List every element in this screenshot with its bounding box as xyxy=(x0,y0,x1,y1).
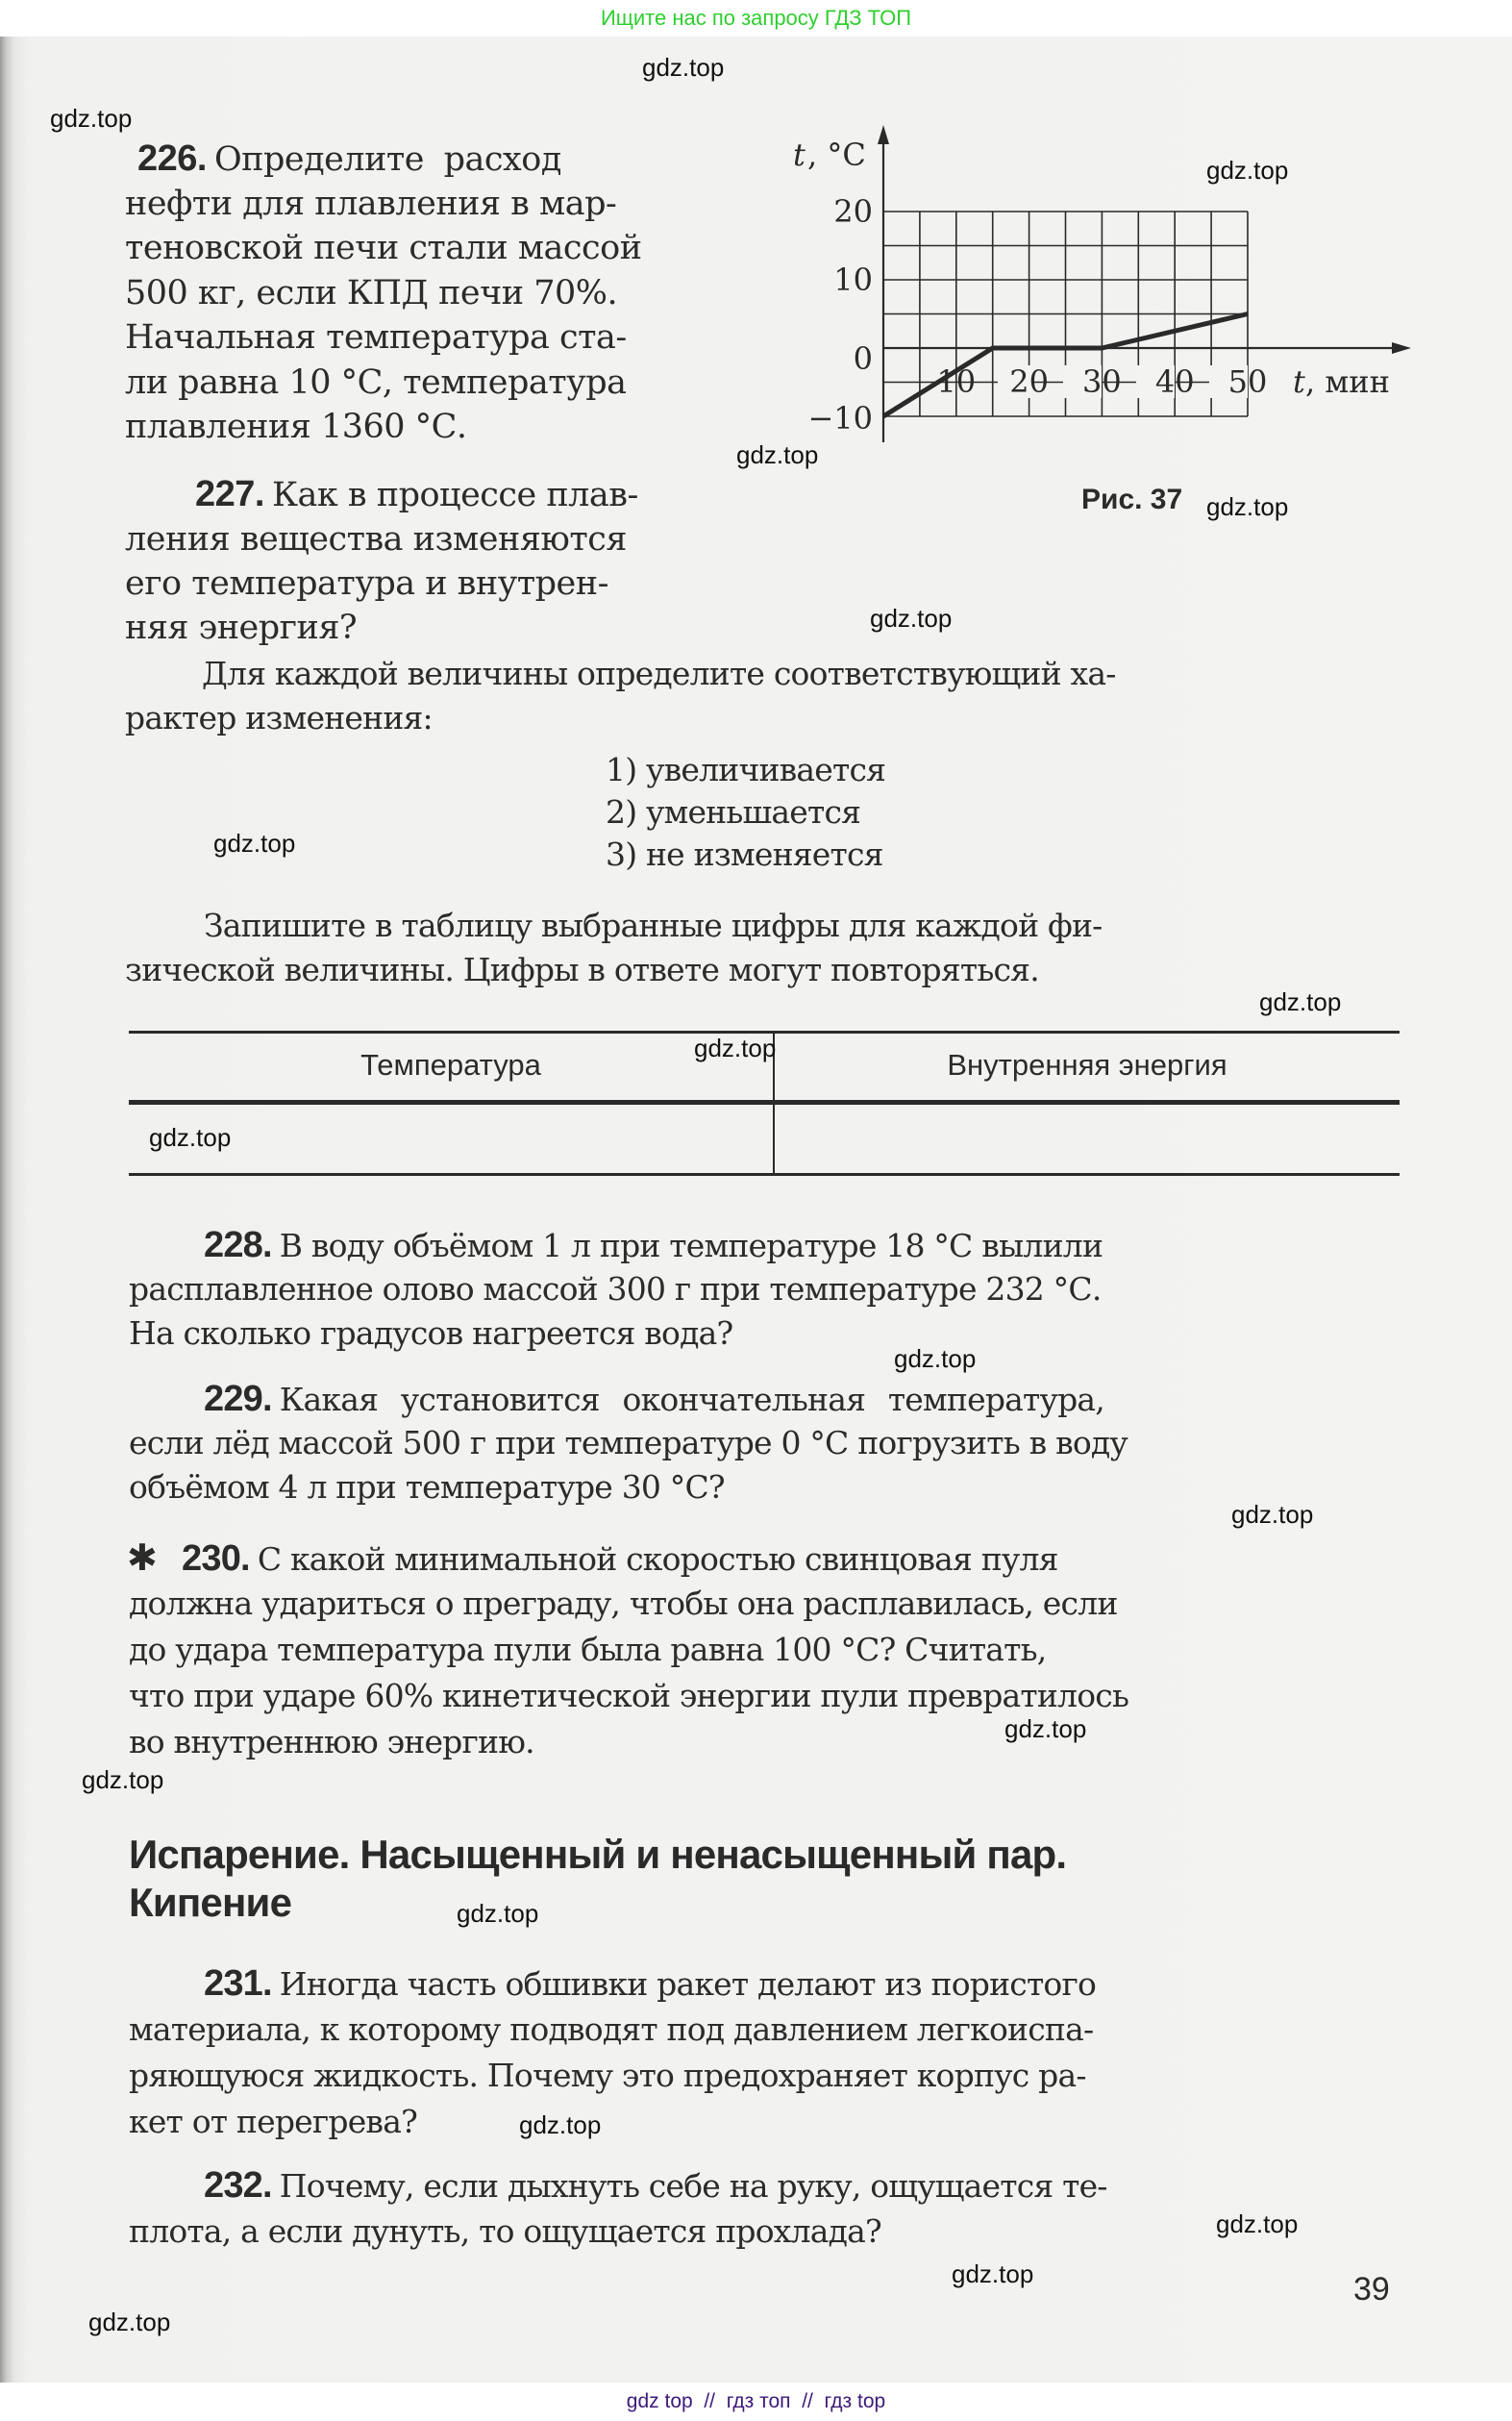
svg-text:10: 10 xyxy=(936,363,977,400)
problem-number: 228. xyxy=(204,1225,272,1265)
problem-number: 232. xyxy=(204,2165,272,2206)
svg-text:0: 0 xyxy=(853,340,873,377)
page-number: 39 xyxy=(1353,2271,1390,2308)
watermark: gdz.top xyxy=(1231,1500,1314,1529)
svg-text:t: t xyxy=(1293,363,1305,400)
watermark: gdz.top xyxy=(894,1344,977,1373)
top-banner: Ищите нас по запросу ГДЗ ТОП xyxy=(600,6,912,30)
option-1: 1) увеличивается xyxy=(606,751,886,788)
watermark: gdz.top xyxy=(50,104,133,133)
watermark: gdz.top xyxy=(1216,2209,1299,2238)
watermark: gdz.top xyxy=(870,604,953,633)
watermark: gdz.top xyxy=(457,1899,539,1928)
watermark: gdz.top xyxy=(1206,492,1289,521)
figure-37 xyxy=(788,125,1461,442)
watermark: gdz.top xyxy=(519,2110,602,2139)
watermark: gdz.top xyxy=(1206,156,1289,185)
watermark: gdz.top xyxy=(736,440,819,469)
difficulty-star-icon: ✱ xyxy=(127,1536,158,1579)
option-3: 3) не изменяется xyxy=(606,836,883,873)
watermark: gdz.top xyxy=(642,53,725,82)
table-header-rule xyxy=(129,1100,1400,1105)
table-header-internal-energy: Внутренняя энергия xyxy=(947,1048,1227,1082)
svg-text:, мин: , мин xyxy=(1305,363,1390,400)
option-2: 2) уменьшается xyxy=(606,793,861,831)
problem-number: 230. xyxy=(182,1538,250,1579)
table-header-temperature: Температура xyxy=(360,1048,541,1082)
watermark: gdz.top xyxy=(213,829,296,858)
svg-text:, °C: , °C xyxy=(807,137,866,173)
answer-cell-internal-energy[interactable] xyxy=(775,1106,1400,1173)
svg-text:50: 50 xyxy=(1227,363,1268,400)
svg-text:30: 30 xyxy=(1082,363,1122,400)
svg-text:t: t xyxy=(793,137,806,173)
watermark: gdz.top xyxy=(149,1123,232,1152)
watermark: gdz.top xyxy=(82,1765,164,1794)
watermark: gdz.top xyxy=(88,2308,171,2336)
watermark: gdz.top xyxy=(952,2259,1034,2288)
problem-number: 231. xyxy=(204,1963,272,2004)
table-bottom-rule xyxy=(129,1173,1400,1176)
svg-text:−10: −10 xyxy=(807,400,873,437)
watermark: gdz.top xyxy=(694,1034,777,1062)
problem-number: 229. xyxy=(204,1379,272,1419)
figure-caption: Рис. 37 xyxy=(1081,484,1183,515)
problem-number: 227. xyxy=(195,474,264,514)
temperature-time-graph xyxy=(788,125,1461,442)
svg-text:20: 20 xyxy=(1009,363,1049,400)
problem-number: 226. xyxy=(137,138,207,179)
footer-banner: gdz top // гдз топ // гдз top xyxy=(626,2390,886,2412)
svg-text:10: 10 xyxy=(833,262,873,298)
watermark: gdz.top xyxy=(1259,987,1342,1016)
svg-text:40: 40 xyxy=(1154,363,1195,400)
watermark: gdz.top xyxy=(1004,1714,1087,1743)
svg-text:20: 20 xyxy=(833,193,873,230)
